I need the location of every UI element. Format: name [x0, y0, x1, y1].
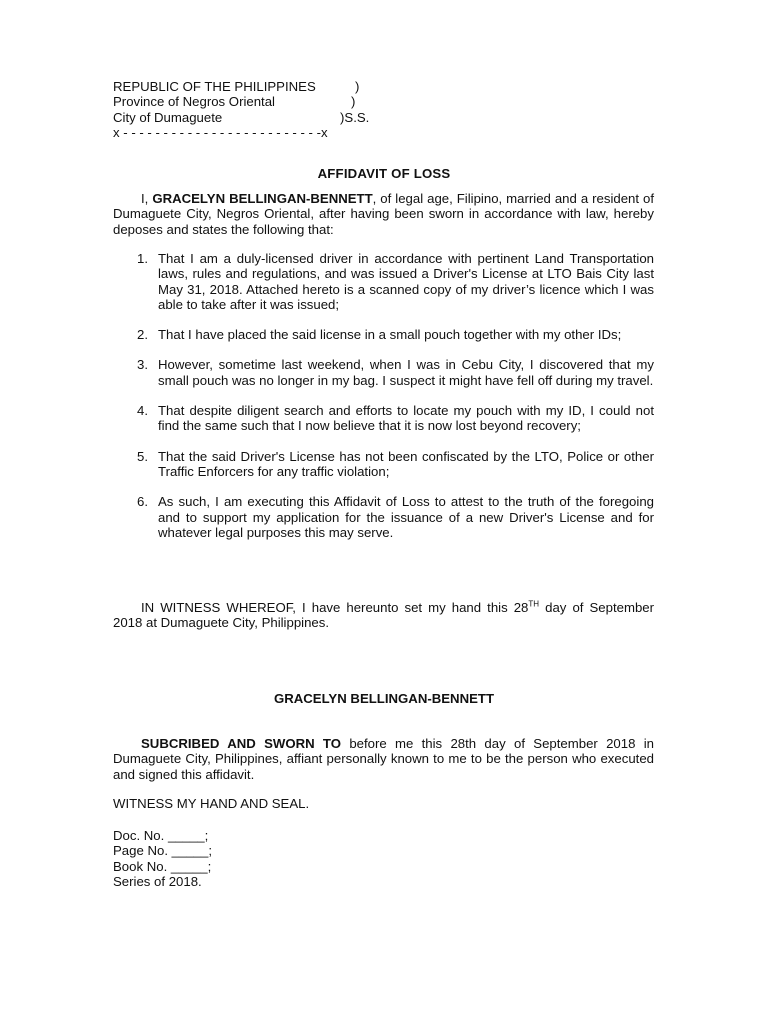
document-title: AFFIDAVIT OF LOSS [317, 166, 451, 181]
venue-republic-paren: ) [355, 79, 360, 94]
venue-city: City of Dumaguete [113, 109, 223, 125]
venue-separator: x - - - - - - - - - - - - - - - - - - - - - - - - -x [113, 124, 328, 140]
item-text: As such, I am executing this Affidavit of Loss to attest to the truth of the foregoing and to support my application for the issuance of a new Driver's License and for whatever legal purposes this may serve. [158, 494, 654, 540]
book-no: Book No. _____; [113, 858, 212, 874]
witness-before: IN WITNESS WHEREOF, I have hereunto set my hand this 28 [141, 600, 529, 615]
series: Series of 2018. [113, 873, 202, 889]
item-text: However, sometime last weekend, when I was in Cebu City, I discovered that my small pouch was no longer in my bag. I suspect it might have fell off during my travel. [158, 357, 654, 388]
item-text: That the said Driver's License has not been confiscated by the LTO, Police or other Traffic Enforcers for any traffic violation; [158, 448, 654, 479]
witness-clause [113, 600, 654, 631]
list-item [113, 494, 654, 540]
jurat-paragraph [113, 736, 654, 782]
venue-province: Province of Negros Oriental [113, 94, 275, 110]
witness-after: day of September 2018 at Dumaguete City, Philippines. [113, 600, 654, 631]
jurat-rest: before me this 28th day of September 2018 in Dumaguete City, Philippines, affiant personally known to me to be the person who executed and signed this affidavit. [113, 736, 655, 782]
item-text: That despite diligent search and efforts to locate my pouch with my ID, I could not find the same such that I now believe that it is now lost beyond recovery; [158, 403, 654, 434]
list-item [113, 357, 654, 388]
item-number: 3. [137, 357, 148, 373]
page-no: Page No. _____; [113, 843, 212, 859]
item-text: That I am a duly-licensed driver in accordance with pertinent Land Transportation laws, rules and regulations, and was issued a Driver's License at LTO Bais City last May 31, 2018. Attached hereto is a scanned copy of my driver’s licence which I was able to take after it was issued; [158, 251, 654, 312]
intro-paragraph [113, 191, 654, 237]
item-text: That I have placed the said license in a small pouch together with my other IDs; [158, 327, 622, 343]
list-item [113, 403, 654, 434]
venue-province-paren: ) [351, 94, 356, 110]
item-number: 2. [137, 327, 148, 343]
list-item [113, 251, 654, 312]
numbered-paragraphs [113, 251, 654, 540]
venue-block [113, 79, 413, 140]
list-item [113, 449, 654, 480]
signatory-name: GRACELYN BELLINGAN-BENNETT [273, 691, 495, 706]
doc-no: Doc. No. _____; [113, 828, 209, 843]
notarial-register [113, 828, 212, 889]
item-number: 6. [137, 494, 148, 510]
witness-hand-seal: WITNESS MY HAND AND SEAL. [113, 796, 310, 811]
item-number: 5. [137, 448, 148, 464]
jurat-bold: SUBCRIBED AND SWORN TO [141, 736, 342, 751]
item-number: 1. [137, 251, 148, 266]
intro-lead: I, [141, 191, 149, 206]
witness-day-suffix: TH [528, 599, 540, 609]
affiant-name: GRACELYN BELLINGAN-BENNETT [152, 191, 373, 206]
item-number: 4. [137, 403, 148, 419]
venue-republic: REPUBLIC OF THE PHILIPPINES [113, 79, 316, 94]
list-item [113, 327, 654, 342]
venue-ss: )S.S. [340, 109, 370, 125]
intro-rest: , of legal age, Filipino, married and a resident of Dumaguete City, Negros Oriental, after having been sworn in accordance with law, hereby deposes and states the following that: [113, 191, 655, 237]
